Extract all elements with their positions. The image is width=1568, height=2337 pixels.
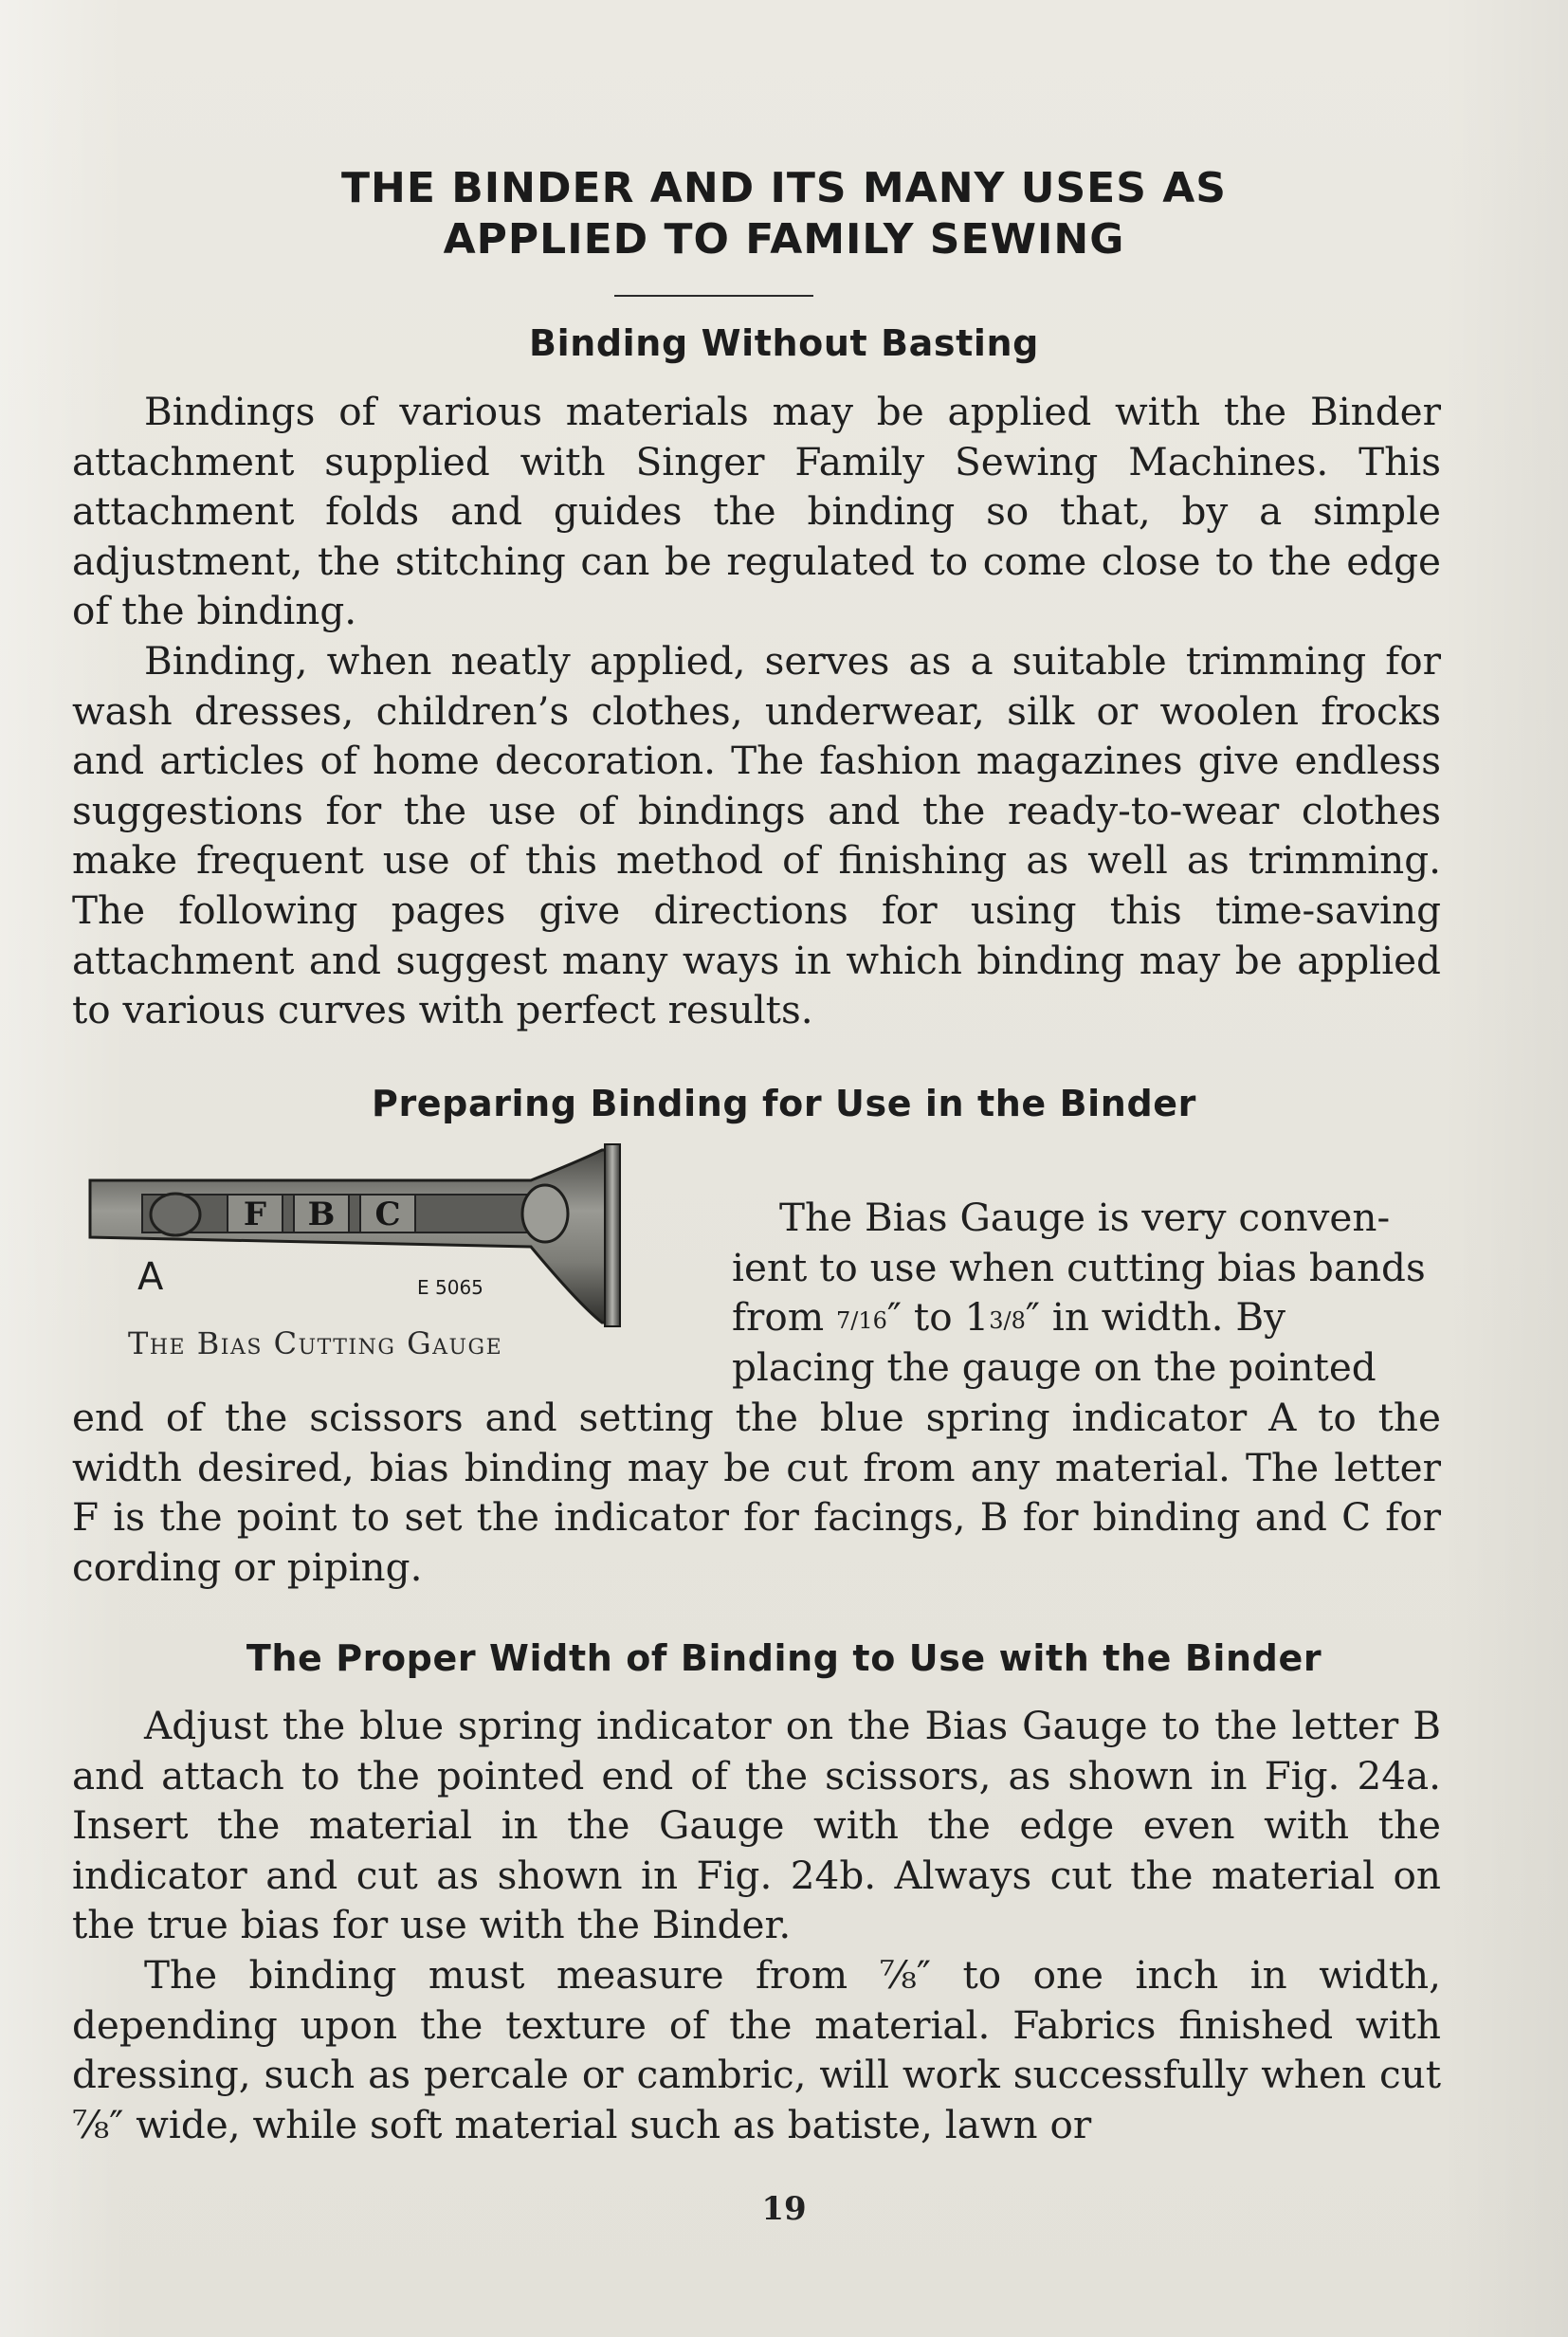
figure-caption bbox=[128, 1325, 502, 1361]
paragraph-adjust-indicator: Adjust the blue spring indicator on the Bias Gauge to the letter B and attach to the pointed end of the scissors, as shown in Fig. 24a. Insert the material in the Gauge with the edge even with the indicator and cut as shown in Fig. 24b. Always cut the material on the true bias for use with the Binder. bbox=[72, 1703, 1441, 1948]
gauge-knob bbox=[522, 1185, 568, 1242]
paragraph-binding-trimming: Binding, when neatly applied, serves as a suitable trimming for wash dresses, children’s clothes, underwear, silk or woolen frocks and articles of home decoration. The fashion magazines give endless suggestions for the use of bindings and the ready-to-wear clothes make frequent use of this method of finishing as well as trimming. The following pages give directions for using this time-saving attachment and suggest many ways in which binding may be applied to various curves with perfect results. bbox=[72, 638, 1441, 1033]
title-divider bbox=[614, 295, 813, 297]
figure-caption-text: The Bias Cutting Gauge bbox=[128, 1325, 503, 1361]
fraction-seven-sixteenths: 7/16 bbox=[836, 1306, 887, 1334]
part-number: E 5065 bbox=[417, 1276, 483, 1299]
side-line-2: ient to use when cutting bias bands bbox=[732, 1244, 1426, 1290]
gauge-letter-c: C bbox=[374, 1196, 401, 1233]
spring-indicator bbox=[151, 1194, 200, 1235]
indicator-label-a: A bbox=[137, 1255, 164, 1299]
side-line-3-pre: from bbox=[732, 1294, 837, 1341]
page-title-line-2: APPLIED TO FAMILY SEWING bbox=[443, 215, 1125, 264]
page-title-line-1: THE BINDER AND ITS MANY USES AS bbox=[341, 164, 1227, 212]
fraction-three-eighths: 3/8 bbox=[989, 1306, 1026, 1334]
side-line-3-mid: ″ to 1 bbox=[886, 1294, 990, 1341]
section-heading-preparing-binding: Preparing Binding for Use in the Binder bbox=[372, 1083, 1196, 1124]
paragraph-binding-measure: The binding must measure from ⅞″ to one inch in width, depending upon the texture of the material. Fabrics finished with dressing, such as percale or cambric, will work successfully when cut ⅞″ wide, while soft material such as batiste, lawn or bbox=[72, 1952, 1441, 2147]
paragraph-bias-gauge-continuation: end of the scissors and setting the blue spring indicator A to the width desired, bias binding may be cut from any material. The letter F is the point to set the indicator for facings, B for binding and C for cording or piping. bbox=[72, 1395, 1441, 1590]
side-line-3-post: ″ in width. By bbox=[1025, 1294, 1286, 1341]
paragraph-bindings-intro: Bindings of various materials may be applied with the Binder attachment supplied with Singer Family Sewing Machines. This attachment folds and guides the binding so that, by a simple adjustment, the stitching can be regulated to come close to the edge of the binding. bbox=[72, 389, 1441, 634]
paragraph-bias-gauge-side bbox=[732, 1193, 1441, 1392]
gauge-letter-b: B bbox=[307, 1196, 336, 1233]
gauge-letter-f: F bbox=[243, 1196, 267, 1233]
side-line-4: placing the gauge on the pointed bbox=[732, 1343, 1377, 1390]
side-line-1: The Bias Gauge is very conven- bbox=[779, 1195, 1391, 1240]
gauge-clip bbox=[605, 1144, 620, 1326]
section-heading-binding-without-basting: Binding Without Basting bbox=[529, 322, 1039, 364]
section-heading-proper-width: The Proper Width of Binding to Use with the Binder bbox=[246, 1637, 1322, 1679]
page-title bbox=[0, 163, 1568, 265]
page-number: 19 bbox=[761, 2190, 807, 2228]
